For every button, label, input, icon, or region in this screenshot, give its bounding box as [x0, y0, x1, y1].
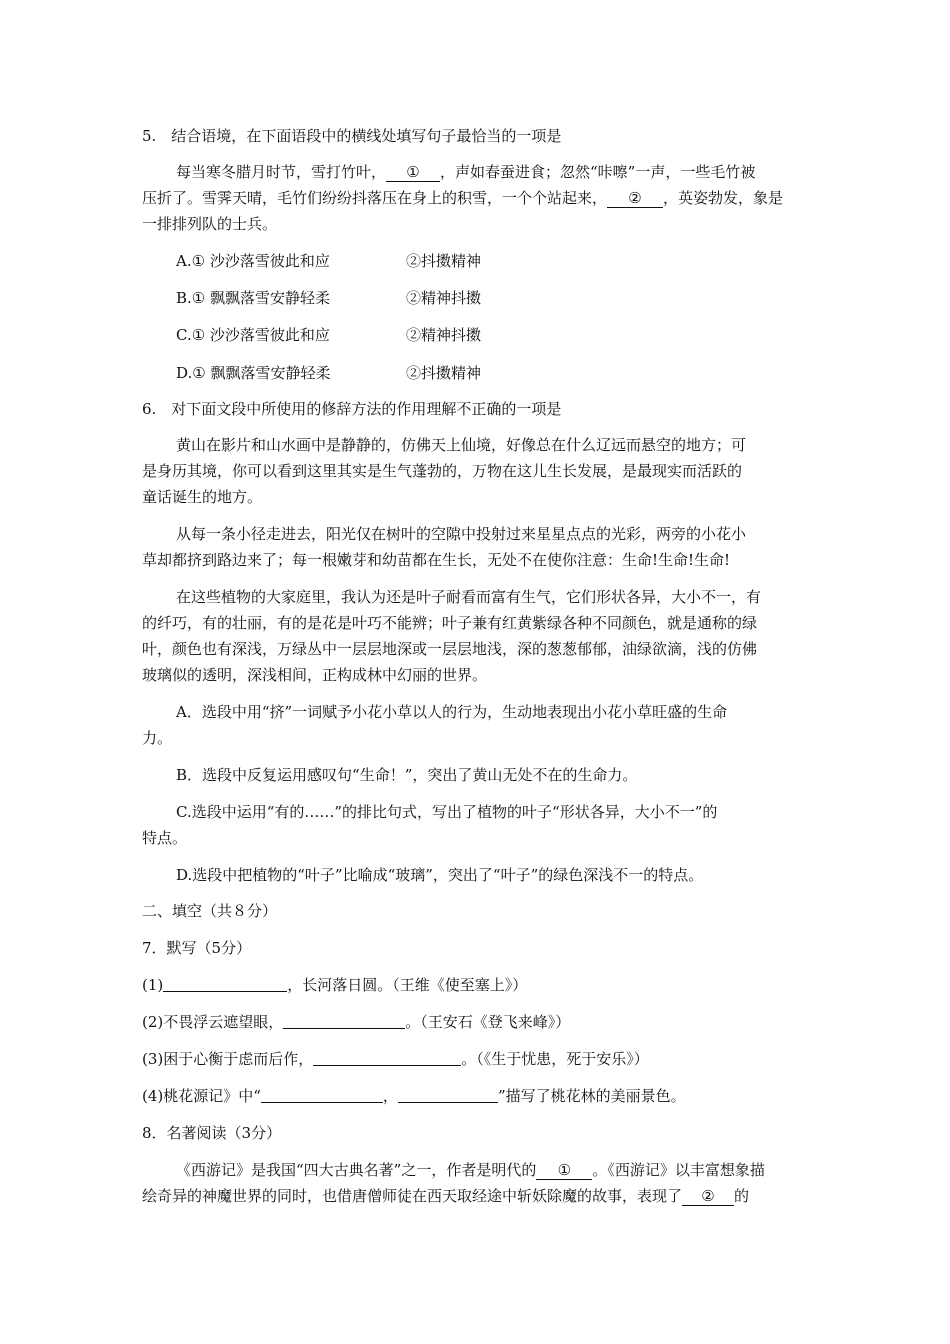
q5-option-a: A.① 沙沙落雪彼此和应: [176, 252, 330, 270]
q8-blank-2: ②: [682, 1187, 734, 1206]
q8-line-2: 绘奇异的神魔世界的同时，也借唐僧师徒在西天取经途中斩妖除魔的故事，表现了 ② 的: [142, 1187, 750, 1205]
q5-option-d-2: ②抖擞精神: [406, 364, 482, 382]
q5-option-c-2: ②精神抖擞: [406, 326, 482, 344]
q5-stem: 5. 结合语境，在下面语段中的横线处填写句子最恰当的一项是: [142, 127, 562, 145]
q5-option-b-2: ②精神抖擞: [406, 289, 482, 307]
q8-title: 8．名著阅读（3分）: [142, 1124, 282, 1142]
q6-para1-line: 童话诞生的地方。: [142, 488, 263, 506]
q6-para3-line: 在这些植物的大家庭里，我认为还是叶子耐看而富有生气，它们形状各异，大小不一，有: [176, 588, 762, 606]
q6-para3-line: 的纤巧，有的壮丽，有的是花是叶巧不能辨；叶子兼有红黄紫绿各种不同颜色，就是通称的绿: [142, 614, 758, 632]
q8-line-1: 《西游记》是我国“四大古典名著”之一，作者是明代的 ① 。《西游记》以丰富想象描: [176, 1161, 765, 1179]
q6-para2-line: 从每一条小径走进去，阳光仅在树叶的空隙中投射过来星星点点的光彩，两旁的小花小: [176, 525, 747, 543]
q7-line-2: (2)不畏浮云遮望眼， 。（王安石《登飞来峰》）: [142, 1013, 571, 1031]
q6-option-a: A．选段中用“挤”一词赋予小花小草以人的行为，生动地表现出小花小草旺盛的生命: [176, 703, 728, 721]
q6-stem: 6. 对下面文段中所使用的修辞方法的作用理解不正确的一项是: [142, 400, 562, 418]
q6-option-a-cont: 力。: [142, 729, 173, 747]
q6-para1-line: 是身历其境，你可以看到这里其实是生气蓬勃的，万物在这儿生长发展，是最现实而活跃的: [142, 462, 743, 480]
q5-passage-line-2: 压折了。雪霁天晴，毛竹们纷纷抖落压在身上的积雪，一个个站起来， ② ，英姿勃发，象是: [142, 189, 784, 207]
q7-blank-4[interactable]: [261, 1086, 383, 1103]
q7-title: 7．默写（5分）: [142, 939, 252, 957]
q7-line-1: (1) ，长河落日圆。（王维《使至塞上》）: [142, 976, 528, 994]
q6-option-c: C.选段中运用“有的……”的排比句式，写出了植物的叶子“形状各异，大小不一”的: [176, 803, 718, 821]
q5-blank-1: ①: [386, 163, 440, 182]
q8-blank-1: ①: [536, 1161, 592, 1180]
q7-line-4: (4)桃花源记》中“ ， ”描写了桃花林的美丽景色。: [142, 1087, 686, 1105]
q5-option-c: C.① 沙沙落雪彼此和应: [176, 326, 330, 344]
q5-option-d: D.① 飘飘落雪安静轻柔: [176, 364, 331, 382]
q5-option-b: B.① 飘飘落雪安静轻柔: [176, 289, 331, 307]
q5-passage-line-1: 每当寒冬腊月时节，雪打竹叶， ① ，声如春蚕进食；忽然“咔嚓”一声，一些毛竹被: [176, 163, 756, 181]
q7-blank-1[interactable]: [163, 975, 287, 992]
q6-option-d: D.选段中把植物的“叶子”比喻成“玻璃”，突出了“叶子”的绿色深浅不一的特点。: [176, 866, 704, 884]
section-2-heading: 二、填空（共８分）: [142, 902, 278, 920]
q6-option-c-cont: 特点。: [142, 829, 188, 847]
q7-blank-3[interactable]: [313, 1049, 461, 1066]
q7-line-3: (3)困于心衡于虑而后作， 。（《生于忧患，死于安乐》）: [142, 1050, 649, 1068]
q7-blank-5[interactable]: [398, 1086, 498, 1103]
q6-para2-line: 草却都挤到路边来了；每一根嫩芽和幼苗都在生长，无处不在使你注意：生命!生命!生命!: [142, 551, 731, 569]
q6-para1-line: 黄山在影片和山水画中是静静的，仿佛天上仙境，好像总在什么辽远而悬空的地方；可: [176, 436, 747, 454]
q6-option-b: B．选段中反复运用感叹句“生命！”，突出了黄山无处不在的生命力。: [176, 766, 638, 784]
q6-para3-line: 玻璃似的透明，深浅相间，正构成林中幻丽的世界。: [142, 666, 488, 684]
q5-passage-line-3: 一排排列队的士兵。: [142, 215, 278, 233]
q5-option-a-2: ②抖擞精神: [406, 252, 482, 270]
q6-para3-line: 叶，颜色也有深浅，万绿丛中一层层地深或一层层地浅，深的葱葱郁郁，油绿欲滴，浅的仿佛: [142, 640, 758, 658]
q7-blank-2[interactable]: [283, 1012, 405, 1029]
q5-blank-2: ②: [607, 189, 663, 208]
